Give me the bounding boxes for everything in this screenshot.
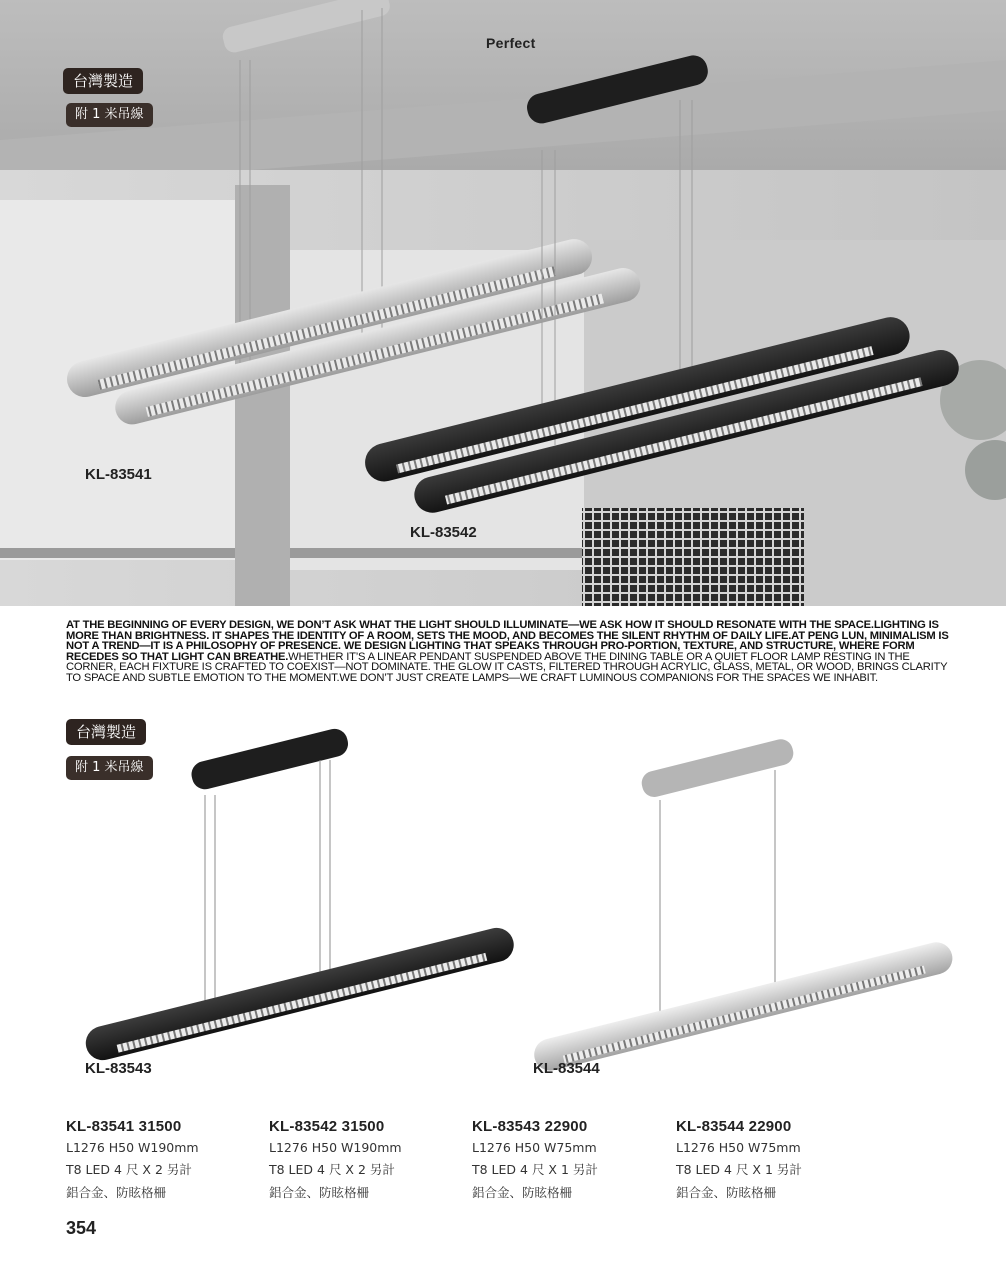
cable-badge: 附 1 米吊線 [66,103,153,127]
brand-word: Perfect [486,35,536,51]
product-label-kl-83544: KL-83544 [533,1060,600,1077]
spec-material: 鋁合金、防眩格柵 [676,1185,777,1200]
spec-material: 鋁合金、防眩格柵 [66,1185,167,1200]
manifesto-bold: AT THE BEGINNING OF EVERY DESIGN, WE DON’T ASK WHAT THE LIGHT SHOULD ILLUMINATE—WE ASK HOW IT SHOULD RESONATE WITH THE SPACE.LIGHTING IS MORE THAN BRIGHTNESS. IT SHAPES THE IDENTITY OF A ROOM, SETS THE MOOD, AND BECOMES THE SILENT RHYTHM OF DAILY LIFE.AT PENG LUN, MINIMALISM IS NOT A TREND—IT IS A PHILOSOPHY OF PRESENCE. WE DESIGN LIGHTING THAT SPEAKS THROUGH PRO-PORTION, TEXTURE, AND STRUCTURE, WHERE FORM RECEDES SO THAT LIGHT CAN BREATHE. [66,619,949,663]
product-made-in-taiwan-badge: 台灣製造 [66,719,146,745]
hero-photo [0,0,1006,606]
page-number: 354 [66,1218,97,1238]
spec-lamp: T8 LED 4 尺 X 1 另計 [676,1162,802,1177]
product-label-kl-83543: KL-83543 [85,1060,152,1077]
spec-block [269,1118,469,1201]
hero-label-kl-83542: KL-83542 [410,524,477,541]
hero-scene [0,0,1006,606]
spec-lamp: T8 LED 4 尺 X 2 另計 [66,1162,192,1177]
brand-manifesto [66,620,956,684]
spec-material: 鋁合金、防眩格柵 [269,1185,370,1200]
spec-block [66,1118,266,1201]
fixture-kl-83544 [531,737,956,1074]
spec-title: KL-83541 31500 [66,1118,182,1135]
spec-lamp: T8 LED 4 尺 X 1 另計 [472,1162,598,1177]
spec-dimensions: L1276 H50 W75mm [676,1140,801,1155]
spec-dimensions: L1276 H50 W190mm [269,1140,402,1155]
spec-material: 鋁合金、防眩格柵 [472,1185,573,1200]
spec-title: KL-83542 31500 [269,1118,385,1135]
made-in-taiwan-badge: 台灣製造 [63,68,143,94]
manifesto-regular: WHETHER IT’S A LINEAR PENDANT SUSPENDED ABOVE THE DINING TABLE OR A QUIET FLOOR LAMP RESTING IN THE CORNER, EACH FIXTURE IS CRAFTED TO COEXIST—NOT DOMINATE. THE GLOW IT CASTS, FILTERED THROUGH ACRYLIC, GLASS, METAL, OR WOOD, BRINGS CLARITY TO SPACE AND SUBTLE EMOTION TO THE MOMENT.WE DON’T JUST CREATE LAMPS—WE CRAFT LUMINOUS COMPANIONS FOR THE SPACES WE INHABIT. [66,650,948,684]
spec-dimensions: L1276 H50 W190mm [66,1140,199,1155]
product-cable-badge: 附 1 米吊線 [66,756,153,780]
spec-dimensions: L1276 H50 W75mm [472,1140,597,1155]
spec-block [472,1118,672,1201]
spec-title: KL-83544 22900 [676,1118,792,1135]
spec-block [676,1118,876,1201]
spec-lamp: T8 LED 4 尺 X 2 另計 [269,1162,395,1177]
hero-label-kl-83541: KL-83541 [85,466,152,483]
spec-title: KL-83543 22900 [472,1118,588,1135]
